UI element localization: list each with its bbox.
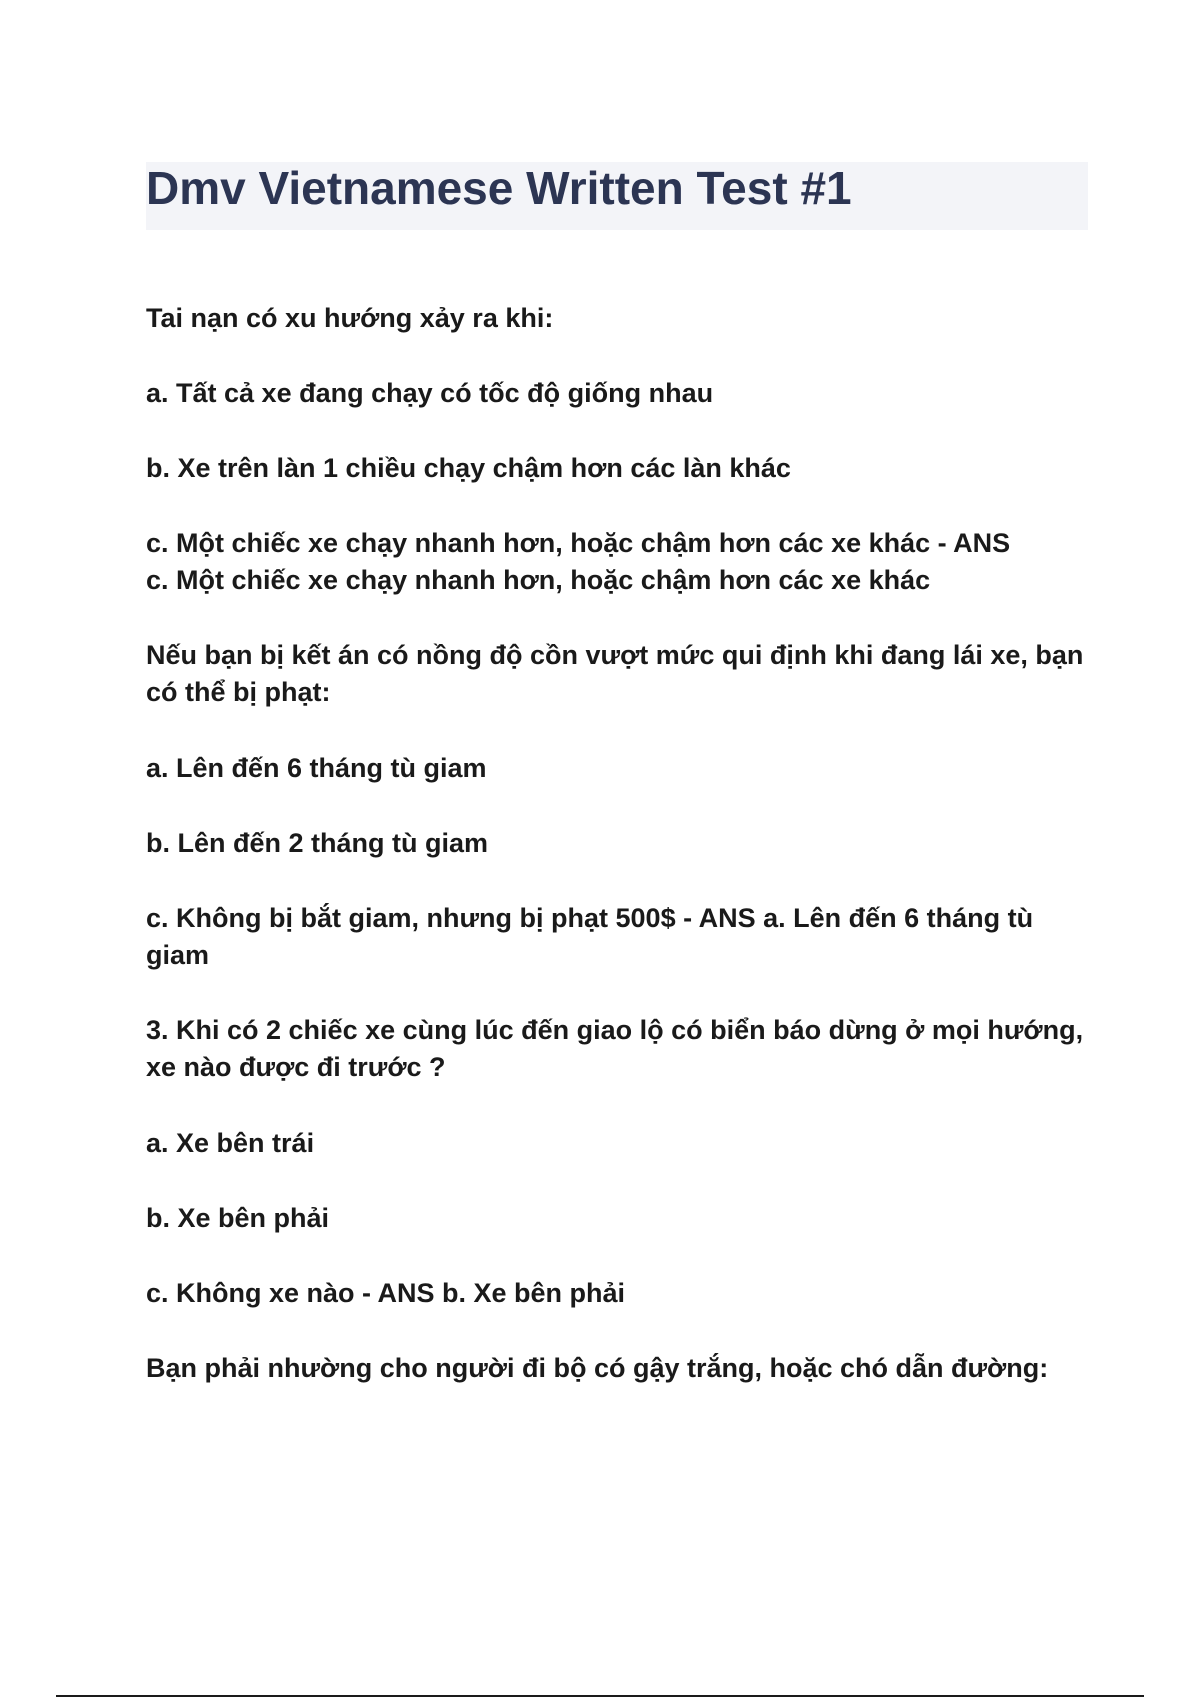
question-3-option-c-answer: c. Không xe nào - ANS b. Xe bên phải xyxy=(146,1278,626,1308)
page-bottom-rule xyxy=(56,1695,1144,1697)
question-1-option-c-answer-marker: c. Một chiếc xe chạy nhanh hơn, hoặc chậm hơn các xe khác - ANS xyxy=(146,528,1011,558)
question-2-option-a: a. Lên đến 6 tháng tù giam xyxy=(146,753,487,783)
question-2-text: Nếu bạn bị kết án có nồng độ cồn vượt mức qui định khi đang lái xe, bạn có thể bị phạt: xyxy=(146,640,1084,707)
question-1-option-b: b. Xe trên làn 1 chiều chạy chậm hơn các làn khác xyxy=(146,453,791,483)
question-3-text: 3. Khi có 2 chiếc xe cùng lúc đến giao lộ có biển báo dừng ở mọi hướng, xe nào được đi trước ? xyxy=(146,1015,1084,1082)
question-2-option-c-answer: c. Không bị bắt giam, nhưng bị phạt 500$ - ANS a. Lên đến 6 tháng tù giam xyxy=(146,903,1034,970)
question-3-option-a: a. Xe bên trái xyxy=(146,1128,315,1158)
question-3-option-b: b. Xe bên phải xyxy=(146,1203,330,1233)
question-1-answer: c. Một chiếc xe chạy nhanh hơn, hoặc chậm hơn các xe khác xyxy=(146,565,931,595)
question-1-option-a: a. Tất cả xe đang chạy có tốc độ giống nhau xyxy=(146,378,714,408)
question-2-option-b: b. Lên đến 2 tháng tù giam xyxy=(146,828,489,858)
question-1-text: Tai nạn có xu hướng xảy ra khi: xyxy=(146,303,554,333)
page-title: Dmv Vietnamese Written Test #1 xyxy=(146,162,852,214)
question-4-text: Bạn phải nhường cho người đi bộ có gậy trắng, hoặc chó dẫn đường: xyxy=(146,1353,1049,1383)
